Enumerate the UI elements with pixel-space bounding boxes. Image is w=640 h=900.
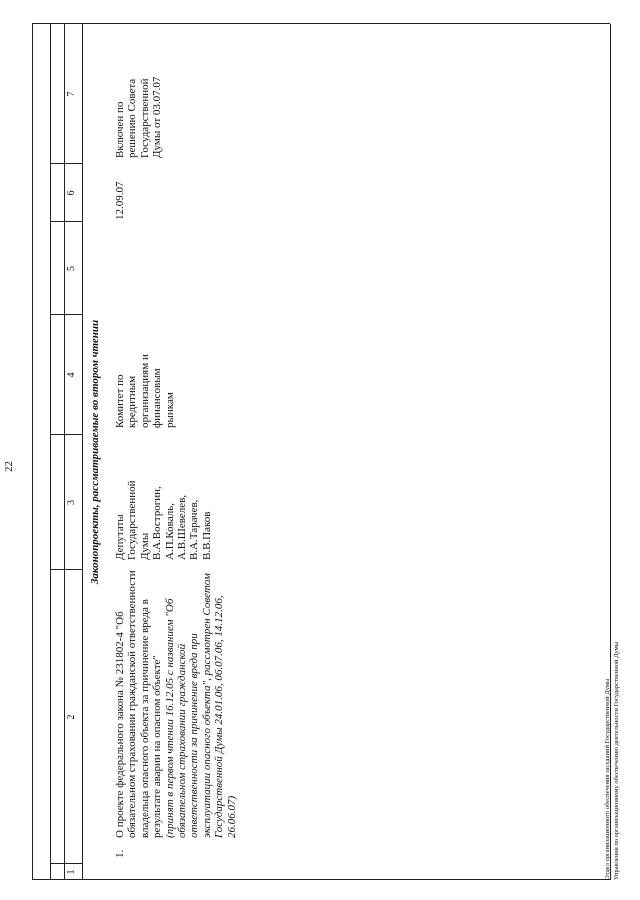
table-right-border (32, 23, 610, 24)
initiator-line: В.А.Вострогин, (151, 486, 164, 560)
bill-history-note: (принят в первом чтении 16.12.05 с названием "Об обязательном страховании гражданской ответственности за причинение вреда при эксплуатации опасного объекта", рассмотрен Советом Государственной Думы 24.01.06, 06.07.06, 14.12.06, 26.06.07) (163, 573, 238, 838)
section-title: Законопроекты, рассматриваемые во втором чтении (89, 319, 101, 585)
remark-line: решению Совета (126, 78, 139, 158)
column-number-3: 3 (66, 500, 77, 505)
committee-line: финансовым (151, 368, 164, 428)
agenda-table (32, 24, 610, 880)
numbers-row-bottom-border (82, 24, 83, 880)
initiator-line: Государственной (126, 480, 139, 560)
column-number-7: 7 (66, 91, 77, 97)
committee-line: Комитет по (114, 374, 126, 428)
initiator-line: В.В.Паков (200, 511, 213, 560)
column-number-5: 5 (66, 266, 77, 271)
column-number-1: 1 (66, 869, 77, 875)
numbers-row-top-border (64, 24, 65, 880)
initiator-line: Депутаты (114, 514, 126, 560)
remark-cell (114, 28, 164, 158)
footer-directorate: Управления по организационному обеспечению деятельности Государственной Думы (613, 641, 620, 880)
committee-cell (114, 318, 176, 428)
initiator-line: А.П.Коваль, (163, 503, 176, 560)
date-cell: 12.09.07 (114, 181, 126, 220)
bill-description-cell (114, 570, 238, 838)
remark-line: Включен по (114, 101, 126, 158)
row-number: 1. (114, 849, 126, 858)
initiators-cell (114, 440, 213, 560)
header-row-border (50, 24, 51, 880)
committee-line: кредитным (126, 375, 139, 428)
remark-line: Думы от 03.07.07 (151, 76, 164, 158)
page-number: 22 (3, 461, 15, 472)
committee-line: организациям и (138, 354, 151, 428)
remark-line: Государственной (138, 78, 151, 158)
initiator-line: В.А.Тарачев, (188, 499, 201, 560)
column-number-2: 2 (66, 714, 77, 720)
initiator-line: А.В.Шевелев, (176, 494, 189, 560)
column-number-6: 6 (66, 190, 77, 196)
bill-title: О проекте федерального закона № 231802-4 "Об обязательном страховании гражданской ответственности владельца опасного объекта за причинение вреда в результате аварии на опасном объекте" (114, 570, 164, 838)
table-top-border (32, 24, 33, 880)
column-number-4: 4 (66, 372, 77, 378)
footer-department: Отдел организационного обеспечения заседаний Государственной Думы (604, 678, 611, 880)
initiator-line: Думы (138, 532, 151, 560)
table-left-border (32, 879, 610, 880)
committee-line: рынкам (163, 392, 176, 428)
